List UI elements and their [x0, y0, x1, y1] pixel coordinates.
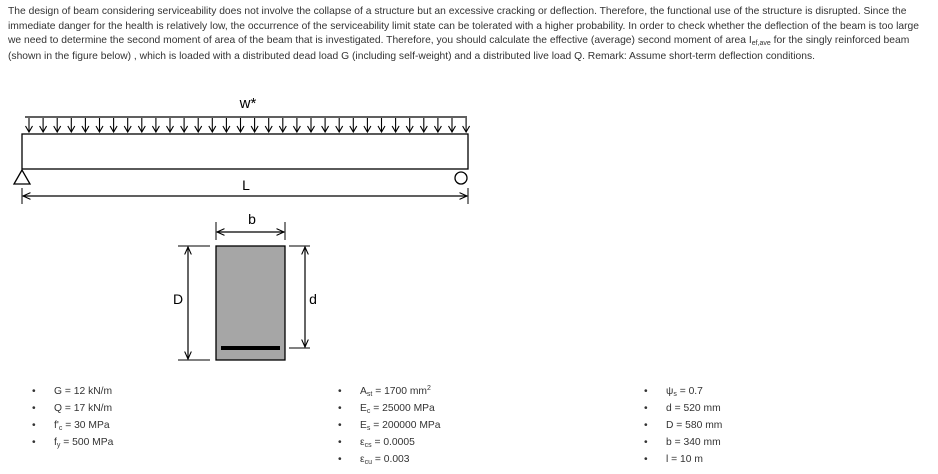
symbol-subscript: cu — [364, 459, 372, 466]
span-label: L — [242, 177, 250, 193]
value: = 0.003 — [372, 454, 410, 465]
value: = 200000 MPa — [370, 420, 441, 431]
beam — [22, 134, 468, 169]
roller-support-icon — [455, 172, 467, 184]
given-value-item — [644, 451, 722, 468]
unit-superscript: 2 — [427, 385, 431, 392]
given-values-column-2 — [338, 383, 441, 468]
effective-depth-label: d — [309, 291, 317, 307]
value: = 17 kN/m — [62, 403, 113, 414]
symbol: E — [360, 420, 367, 431]
symbol: Q — [54, 403, 63, 414]
symbol: ε — [360, 437, 365, 448]
given-values-column-3 — [644, 383, 722, 468]
given-value-item — [644, 417, 722, 434]
given-value-item — [644, 400, 722, 417]
given-value-item — [338, 383, 441, 400]
value: = 0.0005 — [371, 437, 415, 448]
symbol-subscript: cs — [364, 442, 372, 449]
symbol: G — [54, 386, 63, 397]
value: = 0.7 — [676, 386, 703, 397]
problem-text-2: for the singly reinforced beam (shown in the figure below) , which is loaded with a distributed dead load G (including self-weight) and a distributed live load Q. Remark: Assume short-term deflection conditions. — [8, 35, 910, 62]
symbol-subscript: st — [366, 391, 373, 398]
pin-support-icon — [14, 170, 30, 184]
given-value-item — [644, 434, 722, 451]
value: = 25000 MPa — [370, 403, 435, 414]
given-value-item — [338, 400, 441, 417]
value: = 340 mm — [671, 437, 721, 448]
symbol-subscript: s — [366, 425, 371, 432]
given-value-item — [32, 434, 113, 451]
problem-text-1: The design of beam considering serviceability does not involve the collapse of a structure but an excessive cracking or deflection. Therefore, the functional use of the structure is disrupted. Since the immediate danger for the health is relatively low, the occurrence of the serviceability limit state can be tolerated with a higher probability. In order to check whether the deflection of the beam is too large we need to determine the second moment of area of the beam that is investigated. Therefore, you should calculate the effective (average) second moment of area I — [8, 6, 919, 47]
width-label: b — [248, 211, 256, 227]
given-value-item — [32, 400, 113, 417]
value: = 30 MPa — [62, 420, 110, 431]
given-value-item — [32, 417, 113, 434]
cross-section — [216, 246, 285, 360]
reinforcement-bar — [221, 346, 280, 350]
depth-label: D — [172, 291, 184, 307]
symbol: A — [360, 386, 367, 397]
load-arrows — [26, 118, 470, 132]
symbol: b — [666, 437, 672, 448]
given-value-item — [338, 451, 441, 468]
symbol: f' — [54, 420, 59, 431]
value: = 580 mm — [673, 420, 723, 431]
symbol: f — [54, 437, 57, 448]
symbol-subscript: y — [56, 442, 61, 449]
value: = 1700 mm — [372, 386, 427, 397]
symbol: l — [666, 454, 669, 465]
value: = 500 MPa — [60, 437, 114, 448]
symbol: D — [666, 420, 674, 431]
value: = 520 mm — [671, 403, 721, 414]
symbol: E — [360, 403, 367, 414]
load-label: w* — [239, 95, 257, 112]
symbol: ε — [360, 454, 365, 465]
problem-subscript: ef,ave — [751, 40, 771, 48]
symbol: ψ — [666, 386, 674, 397]
given-value-item — [338, 434, 441, 451]
given-value-item — [338, 417, 441, 434]
given-value-item — [644, 383, 722, 400]
symbol-subscript: c — [366, 408, 371, 415]
symbol-subscript: c — [58, 425, 63, 432]
given-value-item — [32, 383, 113, 400]
given-values-column-1 — [32, 383, 113, 451]
symbol: d — [666, 403, 672, 414]
value: = 10 m — [668, 454, 703, 465]
value: = 12 kN/m — [62, 386, 113, 397]
symbol-subscript: s — [673, 391, 677, 398]
